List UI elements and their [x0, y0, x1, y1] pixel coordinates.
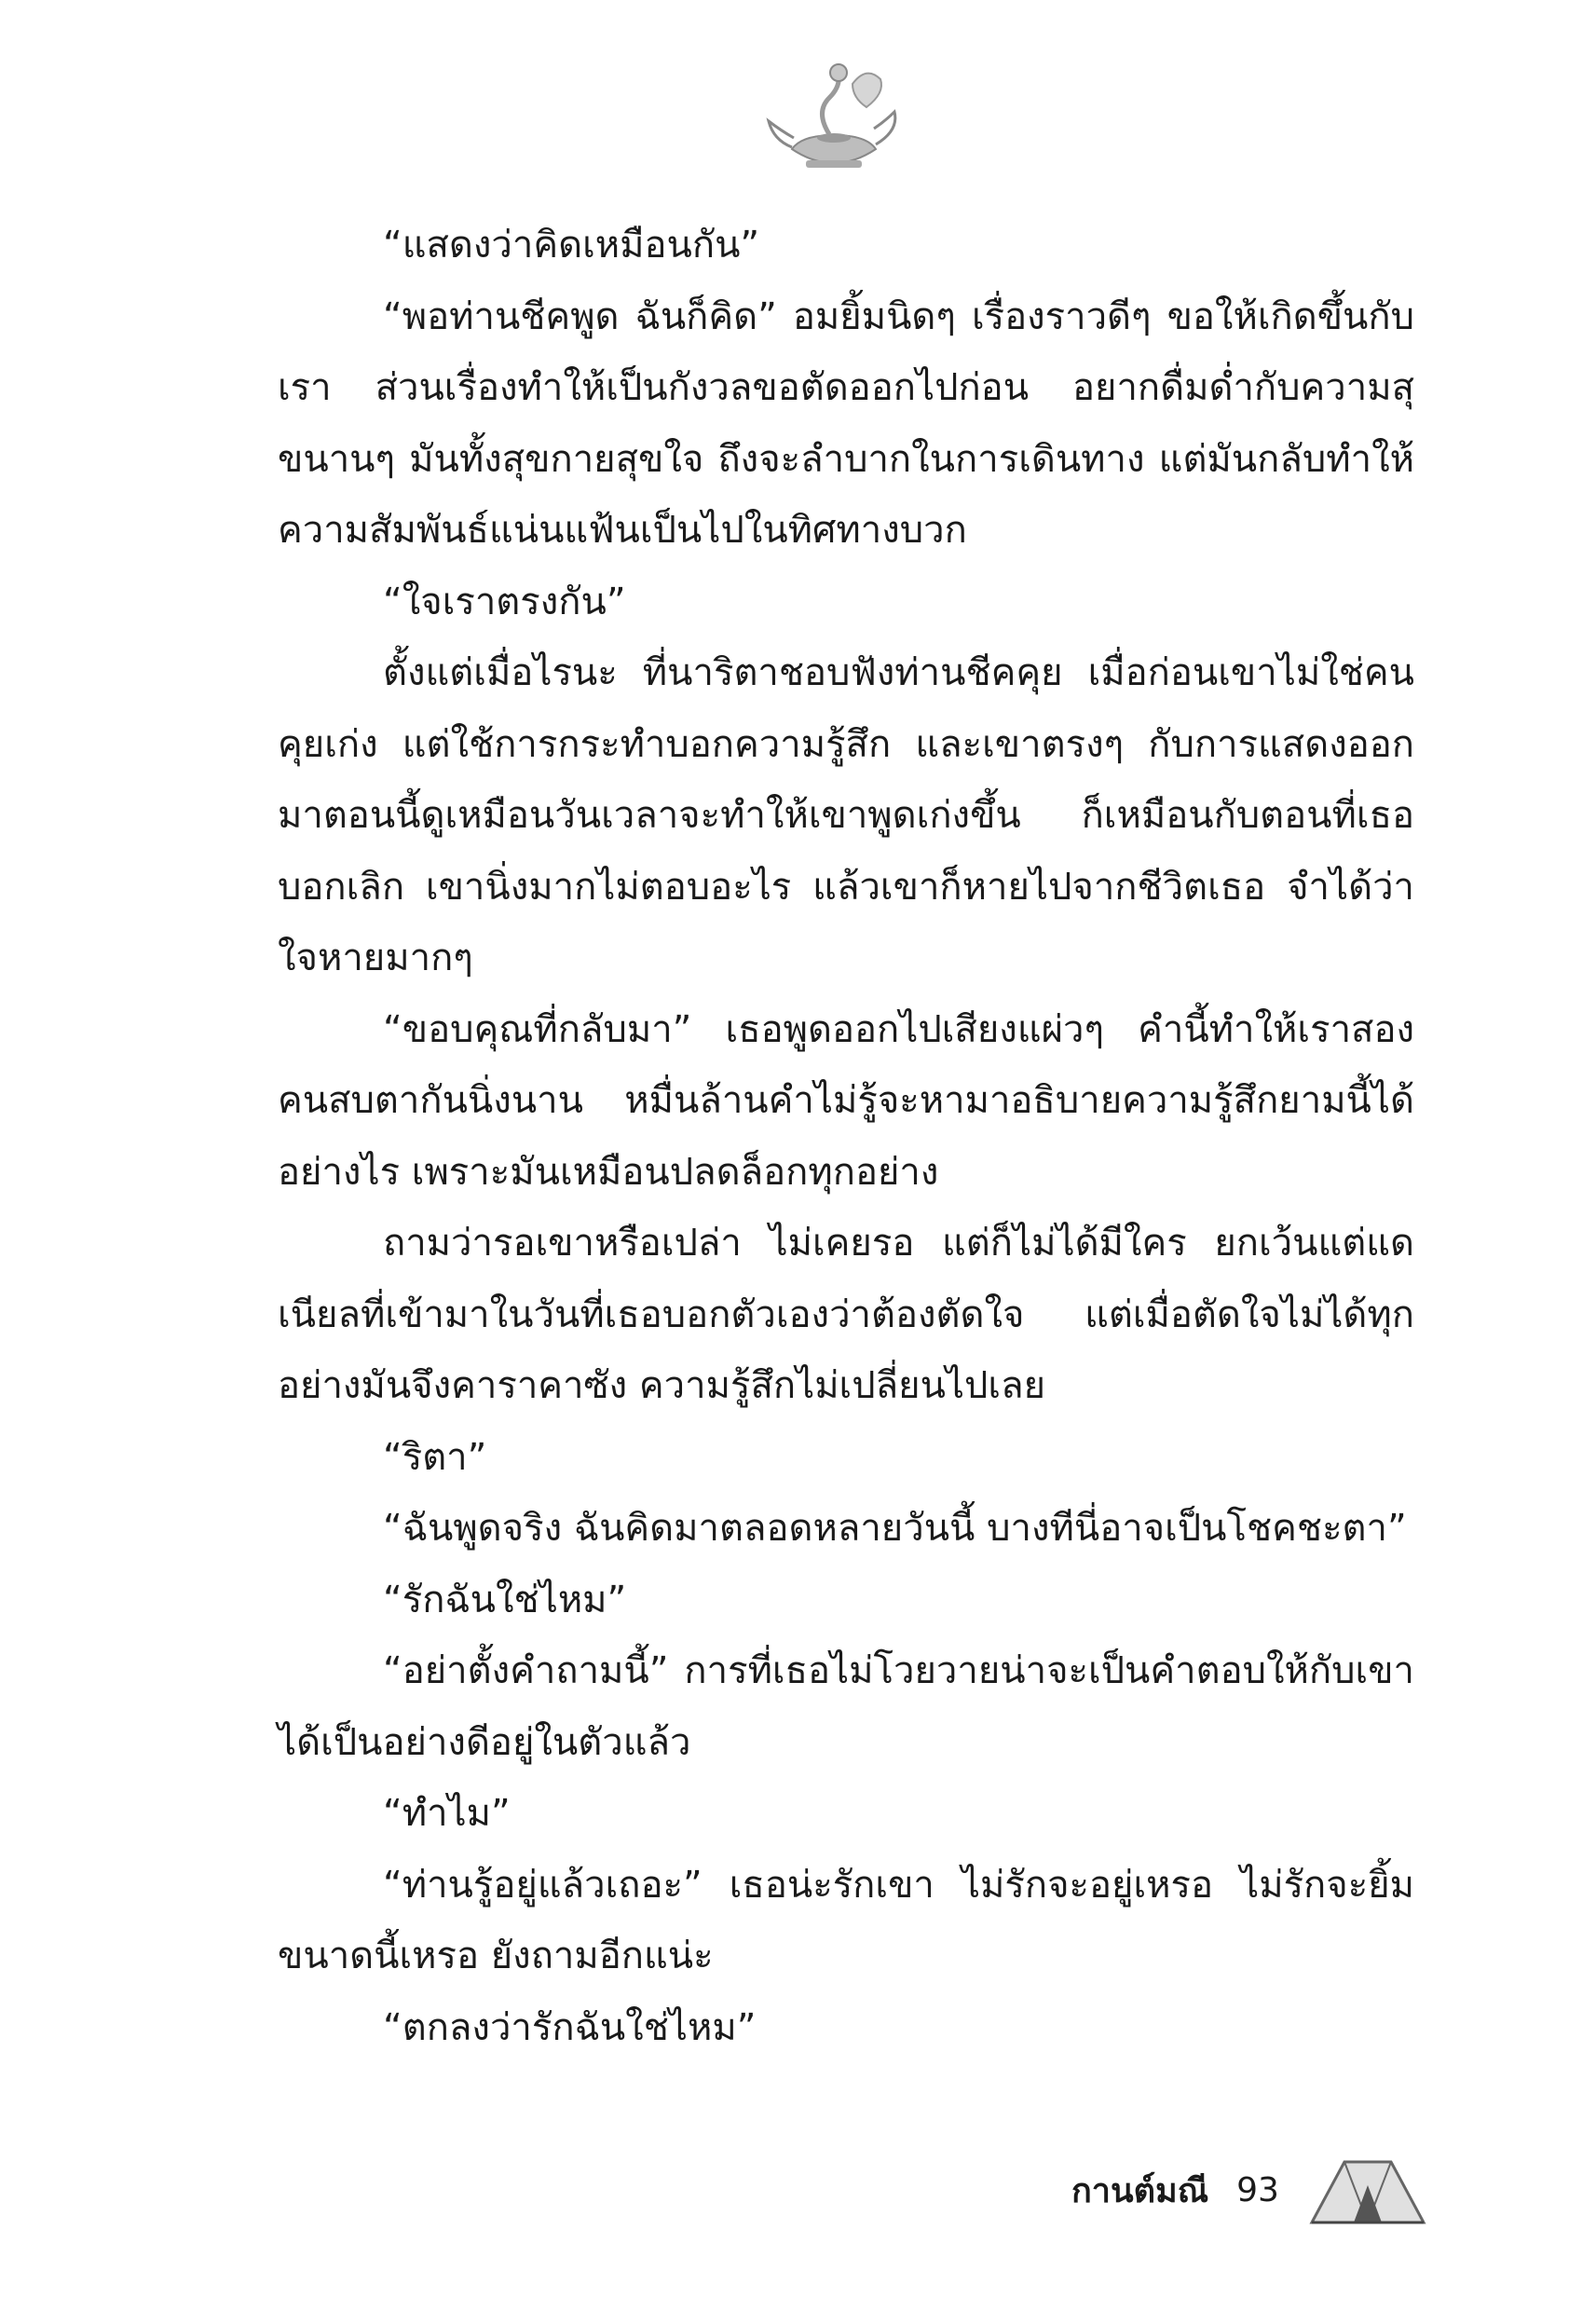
paragraph: “รักฉันใช่ไหม”: [383, 1578, 627, 1621]
paragraph: “อย่าตั้งคำถามนี้” การที่เธอไม่โวยวายน่าจะเป็นคำตอบให้กับเขาได้เป็นอย่างดีอยู่ในตัวแล้ว: [278, 1649, 1414, 1764]
genie-lamp-icon: [764, 56, 904, 177]
paragraph: “ริตา”: [383, 1435, 487, 1479]
tent-icon: [1307, 2153, 1428, 2227]
paragraph: “ใจเราตรงกัน”: [383, 580, 626, 623]
paragraph: ถามว่ารอเขาหรือเปล่า ไม่เคยรอ แต่ก็ไม่ได้มีใคร ยกเว้นแต่แดเนียลที่เข้ามาในวันที่เธอบอกตัวเองว่าต้องตัดใจ แต่เมื่อตัดใจไม่ได้ทุกอย่างมันจึงคาราคาซัง ความรู้สึกไม่เปลี่ยนไปเลย: [278, 1222, 1414, 1407]
paragraph: “ขอบคุณที่กลับมา” เธอพูดออกไปเสียงแผ่วๆ คำนี้ทำให้เราสองคนสบตากันนิ่งนาน หมื่นล้านคำไม่รู้จะหามาอธิบายความรู้สึกยามนี้ได้อย่างไร เพราะมันเหมือนปลดล็อกทุกอย่าง: [278, 1007, 1414, 1194]
text-body: [278, 210, 1414, 2063]
paragraph: “ทำไม”: [383, 1792, 511, 1835]
paragraph: “แสดงว่าคิดเหมือนกัน”: [383, 224, 760, 267]
book-title: กานต์มณี: [1071, 2171, 1209, 2210]
paragraph: ตั้งแต่เมื่อไรนะ ที่นาริตาชอบฟังท่านชีคคุย เมื่อก่อนเขาไม่ใช่คนคุยเก่ง แต่ใช้การกระทำบอกความรู้สึก และเขาตรงๆ กับการแสดงออก มาตอนนี้ดูเหมือนวันเวลาจะทำให้เขาพูดเก่งขึ้น ก็เหมือนกับตอนที่เธอบอกเลิก เขานิ่งมากไม่ตอบอะไร แล้วเขาก็หายไปจากชีวิตเธอ จำได้ว่าใจหายมากๆ: [278, 651, 1414, 979]
page-footer: [1071, 2153, 1428, 2227]
paragraph: “พอท่านชีคพูด ฉันก็คิด” อมยิ้มนิดๆ เรื่องราวดีๆ ขอให้เกิดขึ้นกับเรา ส่วนเรื่องทำให้เป็นกังวลขอตัดออกไปก่อน อยากดื่มด่ำกับความสุขนานๆ มันทั้งสุขกายสุขใจ ถึงจะลำบากในการเดินทาง แต่มันกลับทำให้ความสัมพันธ์แน่นแฟ้นเป็นไปในทิศทางบวก: [278, 294, 1414, 552]
paragraph: “ฉันพูดจริง ฉันคิดมาตลอดหลายวันนี้ บางทีนี่อาจเป็นโชคชะตา”: [383, 1507, 1407, 1550]
page-number: 93: [1236, 2170, 1279, 2209]
paragraph: “ท่านรู้อยู่แล้วเถอะ” เธอน่ะรักเขา ไม่รักจะอยู่เหรอ ไม่รักจะยิ้มขนาดนี้เหรอ ยังถามอีกแน่ะ: [278, 1863, 1414, 1977]
paragraph: “ตกลงว่ารักฉันใช่ไหม”: [383, 2005, 757, 2049]
